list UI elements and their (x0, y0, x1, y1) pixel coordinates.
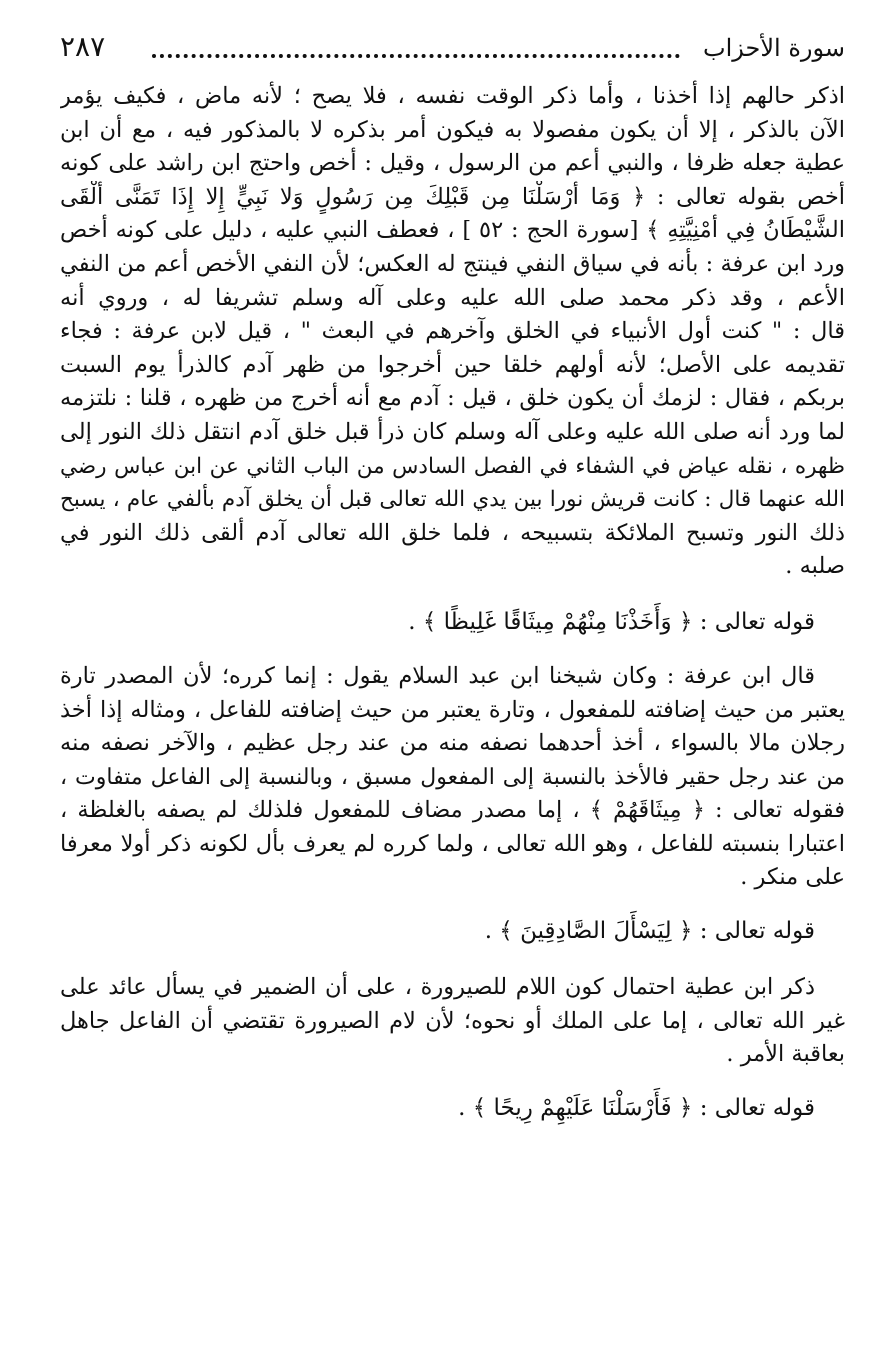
text-line: فقوله تعالى : ﴿ مِيثَاقَهُمْ ﴾ ، إما مصدر مضاف للمفعول فلذلك لم يصفه بالغلظة ، (60, 797, 845, 824)
paragraph-2 (60, 660, 845, 895)
text-line: ظهره ، نقله عياض في الشفاء في الفصل السادس من الباب الثاني عن ابن عباس رضي (60, 453, 845, 479)
verse-heading-3 (60, 1088, 845, 1128)
text-line: اذكر حالهم إذا أخذنا ، وأما ذكر الوقت نفسه ، فلا يصح ؛ لأنه ماض ، فكيف يؤمر (60, 83, 845, 109)
text-line: لما ورد أنه صلى الله عليه وعلى آله وسلم كان ذرأ قبل خلق آدم انتقل ذلك النور إلى (60, 418, 845, 445)
text-line: عطية جعله ظرفا ، والنبي أعم من الرسول ، وقيل : أخص واحتج ابن راشد على كونه (60, 150, 845, 177)
text-line: ورد ابن عرفة : بأنه في سياق النفي فينتج له العكس؛ لأن النفي الأخص أعم من النفي (60, 250, 845, 277)
text-line: بعاقبة الأمر . (726, 1041, 845, 1068)
text-line: اعتبارا بنسبته للفاعل ، وهو الله تعالى ، ولما كرره لم يعرف بأل لكونه ذكر أولا معرفا (60, 830, 845, 857)
text-line: صلبه . (785, 553, 845, 580)
text-line: قال : " كنت أول الأنبياء في الخلق وآخرهم في البعث " ، قيل لابن عرفة : فجاء (60, 318, 845, 345)
surah-title: سورة الأحزاب (703, 34, 845, 62)
page-header (60, 28, 845, 72)
text-line: رجلان مالا بالسواء ، أخذ أحدهما نصفه منه من عند رجل عظيم ، والآخر نصفه منه (60, 730, 845, 757)
page-number: ٢٨٧ (60, 30, 106, 63)
verse-heading-1 (60, 602, 845, 642)
text-line: الله عنهما قال : كانت قريش نورا بين يدي الله تعالى قبل أن يخلق آدم بألفي عام ، يسبح (60, 487, 845, 513)
text-line: تقديمه على الأصل؛ لأنه أولهم خلقا حين أخرجوا من ظهر آدم كالذرأ يوم السبت (60, 351, 845, 378)
paragraph-1 (60, 80, 845, 584)
text-line: غير الله تعالى ، إما على الملك أو نحوه؛ لأن لام الصيرورة تقتضي أن الفاعل جاهل (60, 1007, 845, 1034)
text-line: ذكر ابن عطية احتمال كون اللام للصيرورة ، على أن الضمير في يسأل عائد على (60, 974, 815, 1001)
text-line: بربكم ، فقال : لزمك أن يكون خلق ، قيل : آدم مع أنه أخرج من ظهره ، قلنا : نلتزمه (60, 385, 845, 412)
verse-line: قوله تعالى : ﴿ فَأَرْسَلْنَا عَلَيْهِمْ رِيحًا ﴾ . (458, 1094, 815, 1121)
verse-line: قوله تعالى : ﴿ وَأَخَذْنَا مِنْهُمْ مِيثَاقًا غَلِيظًا ﴾ . (408, 608, 815, 635)
text-line: قال ابن عرفة : وكان شيخنا ابن عبد السلام يقول : إنما كرره؛ لأن المصدر تارة (60, 662, 815, 689)
text-line: أخص بقوله تعالى : ﴿ وَمَا أَرْسَلْنَا مِن قَبْلِكَ مِن رَسُولٍ وَلا نَبِيٍّ إِلا إِذَا تَمَنَّى أَلْقَى (60, 183, 845, 210)
text-line: ذلك النور وتسبح الملائكة بتسبيحه ، فلما خلق الله تعالى آدم ألقى ذلك النور في (60, 519, 845, 546)
book-page (60, 28, 845, 1128)
verse-heading-2 (60, 911, 845, 951)
text-line: من عند رجل حقير فالأخذ بالنسبة إلى المفعول مسبق ، وبالنسبة إلى الفاعل متفاوت ، (60, 764, 845, 790)
paragraph-3 (60, 971, 845, 1072)
text-line: الآن بالذكر ، إلا أن يكون مفصولا به فيكون أمر بذكره لا بالمذكور فيه ، مع أن ابن (60, 116, 845, 143)
text-line: الأعم ، وقد ذكر محمد صلى الله عليه وعلى آله وسلم تشريفا له ، وروي أنه (60, 284, 845, 311)
verse-line: قوله تعالى : ﴿ لِيَسْأَلَ الصَّادِقِينَ ﴾ . (484, 918, 815, 945)
text-line: يعتبر من حيث إضافته للمفعول ، وتارة يعتبر من حيث إضافته للفاعل ، ومثاله إذا أخذ (60, 696, 845, 723)
text-line: الشَّيْطَانُ فِي أُمْنِيَّتِهِ ﴾ [سورة الحج : ٥٢ ] ، فعطف النبي عليه ، دليل على كونه أخص (60, 217, 845, 244)
header-dotted-rule (152, 54, 680, 58)
text-line: على منكر . (740, 864, 845, 891)
